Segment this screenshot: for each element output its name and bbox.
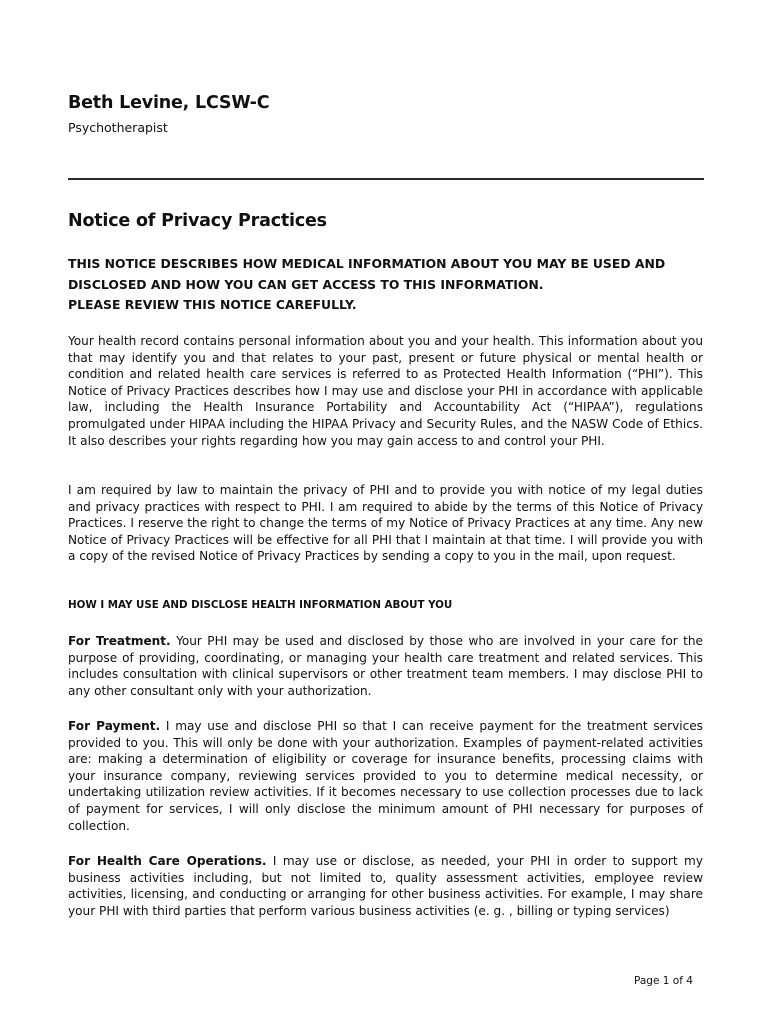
author-title: Psychotherapist bbox=[68, 120, 168, 135]
treatment-paragraph bbox=[68, 633, 703, 699]
intro-paragraph: Your health record contains personal information about you and your health. This information about you that may identify you and that relates to your past, present or future physical or mental health or condition and related health care services is referred to as Protected Health Information (“PHI”). This Notice of Privacy Practices describes how I may use and disclose your PHI in accordance with applicable law, including the Health Insurance Portability and Accountability Act (“HIPAA”), regulations promulgated under HIPAA including the HIPAA Privacy and Security Rules, and the NASW Code of Ethics. It also describes your rights regarding how you may gain access to and control your PHI. bbox=[68, 334, 703, 448]
treatment-text: Your PHI may be used and disclosed by those who are involved in your care for the purpose of providing, coordinating, or managing your health care treatment and related services. This includes consultation with clinical supervisors or other treatment team members. I may disclose PHI to any other consultant only with your authorization. bbox=[68, 634, 703, 698]
payment-paragraph bbox=[68, 718, 703, 834]
obligations-paragraph: I am required by law to maintain the privacy of PHI and to provide you with notice of my legal duties and privacy practices with respect to PHI. I am required to abide by the terms of this Notice of Privacy Practices. I reserve the right to change the terms of my Notice of Privacy Practices at any time. Any new Notice of Privacy Practices will be effective for all PHI that I maintain at that time. I will provide you with a copy of the revised Notice of Privacy Practices by sending a copy to you in the mail, upon request. bbox=[68, 483, 703, 564]
section-heading: HOW I MAY USE AND DISCLOSE HEALTH INFORMATION ABOUT YOU bbox=[68, 599, 453, 611]
header-divider bbox=[68, 178, 704, 180]
document-page bbox=[68, 0, 703, 1024]
author-name: Beth Levine, LCSW-C bbox=[68, 93, 270, 113]
operations-text: I may use or disclose, as needed, your PHI in order to support my business activities including, but not limited to, quality assessment activities, employee review activities, licensing, and conducting or arranging for other business activities. For example, I may share your PHI with third parties that perform various business activities (e. g. , billing or typing services) bbox=[68, 854, 703, 918]
notice-banner bbox=[68, 254, 703, 316]
banner-line: DISCLOSED AND HOW YOU CAN GET ACCESS TO THIS INFORMATION. bbox=[68, 276, 544, 292]
banner-line: THIS NOTICE DESCRIBES HOW MEDICAL INFORMATION ABOUT YOU MAY BE USED AND bbox=[68, 256, 666, 271]
banner-line: PLEASE REVIEW THIS NOTICE CAREFULLY. bbox=[68, 297, 357, 312]
operations-paragraph bbox=[68, 853, 703, 919]
page-number: Page 1 of 4 bbox=[634, 975, 693, 987]
payment-text: I may use and disclose PHI so that I can receive payment for the treatment services provided to you. This will only be done with your authorization. Examples of payment-related activities are: making a determination of eligibility or coverage for insurance benefits, processing claims with your insurance company, reviewing services provided to you to determine medical necessity, or undertaking utilization review activities. If it becomes necessary to use collection processes due to lack of payment for services, I will only disclose the minimum amount of PHI necessary for purposes of collection. bbox=[68, 719, 703, 833]
operations-lead: For Health Care Operations. bbox=[68, 854, 267, 868]
treatment-lead: For Treatment. bbox=[68, 634, 171, 648]
payment-lead: For Payment. bbox=[68, 719, 161, 733]
page-title: Notice of Privacy Practices bbox=[68, 211, 327, 231]
